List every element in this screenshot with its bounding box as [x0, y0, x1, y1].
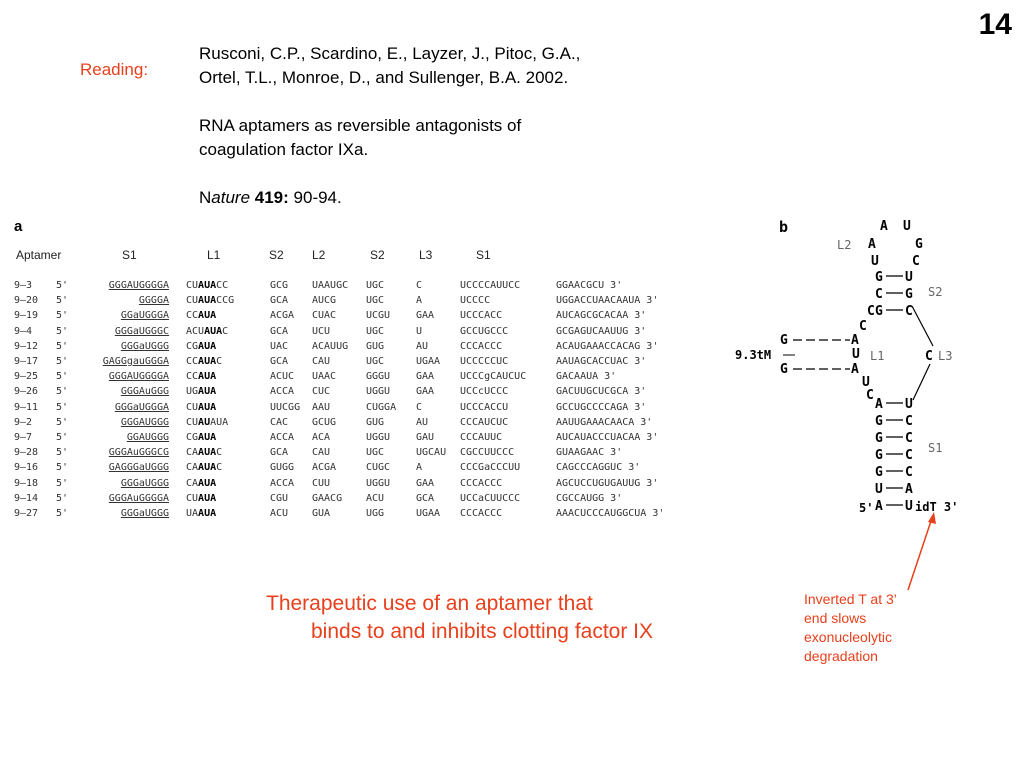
- aptamer-id: 9–27: [14, 508, 39, 519]
- stem1-sequence: GGGAUGGGGA: [108, 280, 169, 291]
- conserved-aua: AUA: [198, 280, 217, 291]
- p-sequence: 5': [56, 492, 69, 504]
- aptamer-tag: 9.3tM: [735, 348, 772, 362]
- s2-sequence: ACGA: [270, 310, 295, 322]
- branch-g-bottom: G: [780, 362, 788, 377]
- l3-sequence: AU: [416, 340, 429, 352]
- tail-sequence: CAGCCCAGGUC 3': [556, 462, 641, 474]
- conserved-aua: AUA: [198, 371, 217, 383]
- s2b-sequence: UGGU: [366, 432, 391, 443]
- s1-label: S1: [928, 441, 943, 455]
- s1-base-left: G: [875, 465, 883, 480]
- left-strand-base: C: [866, 388, 874, 403]
- loop1-prefix: CU: [186, 492, 199, 504]
- tail-sequence: AGCUCCUGUGAUUG 3': [556, 477, 659, 489]
- stem1-sequence: GGGGA: [138, 295, 169, 307]
- stem1-sequence: GAGGGaUGGG: [108, 462, 169, 474]
- l3-sequence: U: [416, 325, 423, 337]
- loop1-suffix: AUA: [210, 416, 229, 428]
- journal-name-rest: ature: [211, 188, 251, 207]
- s1-base-right: C: [905, 431, 913, 446]
- aptamer-id: 9–2: [14, 416, 33, 428]
- tail-sequence: UGGACCUAACAAUA 3': [556, 295, 659, 307]
- panel-a-letter: a: [14, 218, 23, 235]
- l3-sequence: C: [416, 280, 423, 291]
- column-header: S1: [476, 248, 491, 262]
- aptamer-id: 9–4: [14, 325, 33, 337]
- tail-sequence: AUCAUACCCUACAA 3': [556, 432, 659, 443]
- s2-sequence: UAC: [270, 340, 289, 352]
- conserved-aua: AUA: [198, 340, 217, 352]
- s1b-sequence: UCCCACC: [460, 310, 503, 322]
- left-strand-base: U: [862, 375, 870, 390]
- l3-sequence: AU: [416, 416, 429, 428]
- aptamer-id: 9–16: [14, 462, 39, 474]
- aptamer-id: 9–28: [14, 447, 39, 459]
- s2b-sequence: UCGU: [366, 310, 391, 322]
- loop1-prefix: CG: [186, 340, 199, 352]
- loop1-suffix: C: [222, 325, 229, 337]
- conserved-aua: AUA: [198, 356, 217, 367]
- s1b-sequence: UCCCCCUC: [460, 356, 509, 367]
- loop1-prefix: CU: [186, 280, 199, 291]
- s1b-sequence: UCCCCAUUCC: [460, 280, 521, 291]
- l2-sequence: AAU: [312, 401, 331, 413]
- branch-a-bottom: A: [851, 362, 859, 377]
- l2-label: L2: [837, 238, 852, 252]
- stem1-sequence: GGGaUGGG: [120, 340, 169, 352]
- tail-sequence: CGCCAUGG 3': [556, 492, 623, 504]
- s2-sequence: CGU: [270, 492, 289, 504]
- s2-base-right: C: [905, 304, 913, 319]
- loop1-prefix: ACU: [186, 325, 205, 337]
- s1-base-left: G: [875, 414, 883, 429]
- title-line-2: coagulation factor IXa.: [199, 140, 369, 159]
- loop1-prefix: UA: [186, 508, 199, 519]
- s1b-sequence: UCCCgCAUCUC: [460, 371, 527, 383]
- note-line-4: degradation: [804, 648, 878, 664]
- loop1-prefix: UG: [186, 386, 199, 398]
- s2-sequence: GUGG: [270, 462, 295, 474]
- tail-sequence: AAUAGCACCUAC 3': [556, 356, 647, 367]
- tail-sequence: GCCUGCCCCAGA 3': [556, 401, 647, 413]
- loop1-suffix: CC: [216, 280, 229, 291]
- authors-line-2: Ortel, T.L., Monroe, D., and Sullenger, B.A. 2002.: [199, 68, 569, 87]
- s2-sequence: GCA: [270, 447, 289, 459]
- stem1-sequence: GGGAuGGGGA: [108, 492, 169, 504]
- loop1-prefix: CA: [186, 447, 199, 459]
- stem1-sequence: GGGaUGGG: [120, 477, 169, 489]
- s2b-sequence: CUGGA: [366, 401, 397, 413]
- aptamer-id: 9–18: [14, 477, 39, 489]
- column-header: S1: [122, 248, 137, 262]
- s1-base-left: G: [875, 431, 883, 446]
- loop-top-a: A: [880, 219, 888, 234]
- conserved-aua: AUA: [198, 386, 217, 398]
- s2-base-left: C: [875, 287, 883, 302]
- aptamer-id: 9–12: [14, 340, 39, 352]
- s1b-sequence: CGCCUUCCC: [460, 447, 515, 459]
- l2-sequence: CUU: [312, 477, 331, 489]
- tail-sequence: GCGAGUCAAUUG 3': [556, 325, 647, 337]
- s1b-sequence: CCCAUCUC: [460, 416, 509, 428]
- conserved-aua: AUA: [198, 462, 217, 474]
- loop1-prefix: CC: [186, 356, 199, 367]
- s2-base-right: U: [905, 270, 913, 285]
- s2-sequence: ACUC: [270, 371, 295, 383]
- p-sequence: 5': [56, 386, 69, 398]
- stem1-sequence: GGGAuGGGCG: [108, 447, 169, 459]
- stem1-sequence: GGGaUGGG: [120, 508, 169, 519]
- aptamer-id: 9–3: [14, 280, 33, 291]
- s1b-sequence: UCCCACCU: [460, 401, 509, 413]
- loop1-prefix: CC: [186, 371, 199, 383]
- s1-base-right: C: [905, 414, 913, 429]
- l2-sequence: UCU: [312, 325, 331, 337]
- conserved-aua: AU: [198, 416, 211, 428]
- p-sequence: 5': [56, 325, 69, 337]
- tail-sequence: GACUUGCUCGCA 3': [556, 386, 647, 398]
- column-header: L2: [312, 248, 326, 262]
- s1b-sequence: UCCCC: [460, 295, 491, 307]
- s1-base-right: U: [905, 397, 913, 412]
- s1b-sequence: CCCACCC: [460, 477, 503, 489]
- s2-sequence: GCA: [270, 325, 289, 337]
- l3-sequence: GAA: [416, 477, 435, 489]
- p-sequence: 5': [56, 295, 69, 307]
- loop-top-u: U: [903, 219, 911, 234]
- s2-sequence: GCA: [270, 356, 289, 367]
- l3-sequence: GAA: [416, 386, 435, 398]
- conserved-aua: AUA: [198, 477, 217, 489]
- s1-base-right: C: [905, 448, 913, 463]
- stem1-sequence: GGGAUGGGGA: [108, 371, 169, 383]
- p-sequence: 5': [56, 371, 69, 383]
- loop1-suffix: C: [216, 447, 223, 459]
- p-sequence: 5': [56, 447, 69, 459]
- aptamer-id: 9–7: [14, 432, 33, 443]
- annotation-note: [804, 590, 944, 666]
- branch-a-top: A: [851, 333, 859, 348]
- loop-side-u: U: [871, 254, 879, 269]
- s1b-sequence: CCCACCC: [460, 340, 503, 352]
- branch-g-top: G: [780, 333, 788, 348]
- l3-sequence: GAU: [416, 432, 435, 443]
- tail-sequence: AAACUCCCAUGGCUA 3': [556, 508, 665, 519]
- aptamer-id: 9–20: [14, 295, 39, 307]
- s2-label: S2: [928, 285, 943, 299]
- l3-sequence: GCA: [416, 492, 435, 504]
- s2-sequence: GCG: [270, 280, 289, 291]
- l1-label: L1: [870, 349, 885, 363]
- loop1-prefix: CU: [186, 401, 199, 413]
- l2-sequence: UAAUGC: [312, 280, 349, 291]
- s2b-sequence: UGGU: [366, 477, 391, 489]
- l2-sequence: ACGA: [312, 462, 337, 474]
- s1b-sequence: UCCaCUUCCC: [460, 492, 521, 504]
- loop-side-c: C: [912, 254, 920, 269]
- tail-sequence: AAUUGAAACAACA 3': [556, 416, 653, 428]
- p-sequence: 5': [56, 432, 69, 443]
- s2b-sequence: UGC: [366, 447, 385, 459]
- loop-side-a: A: [868, 237, 876, 252]
- idt-label: idT 3': [915, 500, 959, 514]
- conserved-aua: AUA: [204, 325, 223, 337]
- l2-sequence: AUCG: [312, 295, 337, 307]
- conserved-aua: AUA: [198, 492, 217, 504]
- l2-sequence: ACA: [312, 432, 331, 443]
- l2-sequence: CUAC: [312, 310, 337, 322]
- left-strand-base: U: [852, 347, 860, 362]
- loop-side-g: G: [915, 237, 923, 252]
- conserved-aua: AUA: [198, 295, 217, 307]
- journal-initial: N: [199, 188, 212, 207]
- aptamer-id: 9–14: [14, 492, 39, 504]
- loop1-prefix: CC: [186, 310, 199, 322]
- l2-sequence: CAU: [312, 447, 331, 459]
- aptamer-id: 9–26: [14, 386, 39, 398]
- s2b-sequence: UGC: [366, 280, 385, 291]
- l3-sequence: A: [416, 295, 423, 307]
- s2b-sequence: UGG: [366, 508, 385, 519]
- s2b-sequence: CUGC: [366, 462, 391, 474]
- s2-sequence: ACU: [270, 508, 289, 519]
- loop1-suffix: C: [216, 356, 223, 367]
- s2-sequence: GCA: [270, 295, 289, 307]
- stem1-sequence: GGAUGGG: [126, 432, 169, 443]
- s2b-sequence: GUG: [366, 340, 385, 352]
- conserved-aua: AUA: [198, 508, 217, 519]
- l3-sequence: UGAA: [416, 356, 441, 367]
- l3-sequence: GAA: [416, 310, 435, 322]
- column-header: L1: [207, 248, 221, 262]
- s1b-sequence: CCCACCC: [460, 508, 503, 519]
- l3-sequence: UGCAU: [416, 447, 447, 459]
- l3-sequence: GAA: [416, 371, 435, 383]
- note-line-2: end slows: [804, 610, 867, 626]
- left-strand-base: C: [859, 319, 867, 334]
- column-header: S2: [370, 248, 385, 262]
- s1b-sequence: CCCAUUC: [460, 432, 503, 443]
- l3-label: L3: [938, 349, 953, 363]
- s1b-sequence: CCCGaCCCUU: [460, 462, 521, 474]
- s2-sequence: UUCGG: [270, 401, 301, 413]
- l2-sequence: GCUG: [312, 416, 337, 428]
- note-line-3: exonucleolytic: [804, 629, 892, 645]
- conserved-aua: AUA: [198, 432, 217, 443]
- s2b-sequence: GUG: [366, 416, 385, 428]
- loop1-suffix: CCG: [216, 295, 235, 307]
- stem1-sequence: GGGAUGGG: [120, 416, 169, 428]
- conserved-aua: AUA: [198, 310, 217, 322]
- loop1-prefix: CG: [186, 432, 199, 443]
- s2-sequence: ACCA: [270, 432, 295, 443]
- s1-base-left: A: [875, 397, 883, 412]
- s1b-sequence: GCCUGCCC: [460, 325, 509, 337]
- p-sequence: 5': [56, 280, 69, 291]
- stem1-sequence: GGGAuGGG: [120, 386, 169, 398]
- l2-sequence: CUC: [312, 386, 331, 398]
- tail-sequence: GUAAGAAC 3': [556, 447, 623, 459]
- s2-base-right: G: [905, 287, 913, 302]
- l2-sequence: GAACG: [312, 492, 343, 504]
- l3-sequence: A: [416, 462, 423, 474]
- loop1-prefix: CA: [186, 462, 199, 474]
- conserved-aua: AUA: [198, 447, 217, 459]
- journal-pages: 90-94.: [293, 188, 342, 207]
- s2b-sequence: GGGU: [366, 371, 391, 383]
- authors-line-1: Rusconi, C.P., Scardino, E., Layzer, J., Pitoc, G.A.,: [199, 44, 581, 63]
- tail-sequence: GACAAUA 3': [556, 371, 617, 383]
- l3-sequence: C: [416, 401, 423, 413]
- five-prime-label: 5': [859, 501, 874, 515]
- panel-b-letter: b: [779, 218, 789, 236]
- p-sequence: 5': [56, 340, 69, 352]
- tail-sequence: AUCAGCGCACAA 3': [556, 310, 647, 322]
- aptamer-id: 9–11: [14, 401, 39, 413]
- caption-line-2: binds to and inhibits clotting factor IX: [310, 620, 654, 643]
- loop1-suffix: C: [216, 462, 223, 474]
- aptamer-id: 9–25: [14, 371, 39, 383]
- loop1-prefix: CU: [186, 416, 199, 428]
- slide-number: 14: [978, 8, 1012, 41]
- conserved-aua: AUA: [198, 401, 217, 413]
- tail-sequence: ACAUGAAACCACAG 3': [556, 340, 659, 352]
- s1-base-right: U: [905, 499, 913, 514]
- s2b-sequence: ACU: [366, 492, 385, 504]
- l2-sequence: ACAUUG: [312, 340, 349, 352]
- loop1-prefix: CU: [186, 295, 199, 307]
- aptamer-id: 9–17: [14, 356, 39, 367]
- aptamer-id: 9–19: [14, 310, 39, 322]
- p-sequence: 5': [56, 477, 69, 489]
- loop1-prefix: CA: [186, 477, 199, 489]
- caption-line-1: Therapeutic use of an aptamer that: [266, 592, 593, 615]
- s1-base-left: U: [875, 482, 883, 497]
- stem1-sequence: GGaUGGGA: [120, 310, 169, 322]
- s2-base-left: G: [875, 270, 883, 285]
- l2-sequence: UAAC: [312, 371, 337, 383]
- s1b-sequence: UCCcUCCC: [460, 386, 509, 398]
- p-sequence: 5': [56, 401, 69, 413]
- reading-label: Reading:: [80, 60, 149, 79]
- journal-volume: 419:: [254, 188, 289, 207]
- note-line-1: Inverted T at 3’: [804, 591, 897, 607]
- s2b-sequence: UGC: [366, 356, 385, 367]
- column-header: S2: [269, 248, 284, 262]
- p-sequence: 5': [56, 416, 69, 428]
- l2-sequence: GUA: [312, 508, 331, 519]
- s1-base-left: A: [875, 499, 883, 514]
- p-sequence: 5': [56, 462, 69, 474]
- p-sequence: 5': [56, 310, 69, 322]
- s2-sequence: ACCA: [270, 477, 295, 489]
- l3-sequence: UGAA: [416, 508, 441, 519]
- s1-base-right: C: [905, 465, 913, 480]
- s2b-sequence: UGC: [366, 295, 385, 307]
- p-sequence: 5': [56, 508, 69, 519]
- s2-base-left: G: [875, 304, 883, 319]
- column-header: L3: [419, 248, 433, 262]
- s2b-sequence: UGGU: [366, 386, 391, 398]
- slide-caption: [262, 590, 702, 646]
- stem1-sequence: GGGaUGGGC: [114, 325, 169, 337]
- left-strand-base: C: [867, 304, 875, 319]
- column-header: Aptamer: [16, 248, 62, 262]
- l3-c: C: [925, 349, 933, 364]
- s1-base-left: G: [875, 448, 883, 463]
- s2-sequence: ACCA: [270, 386, 295, 398]
- stem1-sequence: GGGaUGGGA: [114, 401, 169, 413]
- stem1-sequence: GAGGgauGGGA: [102, 356, 169, 367]
- s1-base-right: A: [905, 482, 913, 497]
- tail-sequence: GGAACGCU 3': [556, 280, 623, 291]
- title-line-1: RNA aptamers as reversible antagonists of: [199, 116, 522, 135]
- s2b-sequence: UGC: [366, 325, 385, 337]
- s2-sequence: CAC: [270, 416, 289, 428]
- p-sequence: 5': [56, 356, 69, 367]
- l2-sequence: CAU: [312, 356, 331, 367]
